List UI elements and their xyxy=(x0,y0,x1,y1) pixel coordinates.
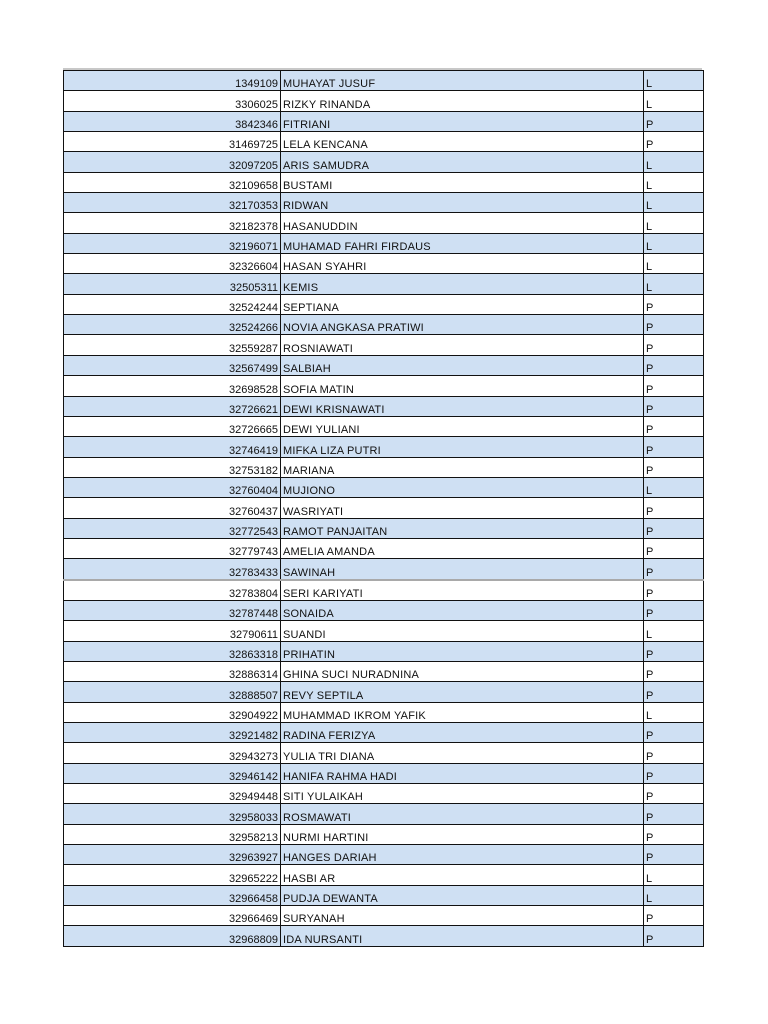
gender-cell: P xyxy=(644,559,704,580)
name-cell: LELA KENCANA xyxy=(281,132,644,152)
gender-cell: P xyxy=(644,641,704,661)
table-row xyxy=(64,335,704,355)
id-cell: 32904922 xyxy=(64,702,281,722)
gender-cell: P xyxy=(644,763,704,783)
name-cell: SONAIDA xyxy=(281,600,644,620)
gender-cell: P xyxy=(644,906,704,926)
gender-cell: P xyxy=(644,315,704,335)
table-row xyxy=(64,538,704,558)
name-cell: RAMOT PANJAITAN xyxy=(281,518,644,538)
id-cell: 32966458 xyxy=(64,885,281,905)
name-cell: SERI KARIYATI xyxy=(281,580,644,601)
id-cell: 32746419 xyxy=(64,437,281,457)
name-cell: WASRIYATI xyxy=(281,498,644,518)
table-row xyxy=(64,885,704,905)
gender-cell: L xyxy=(644,477,704,497)
name-cell: SALBIAH xyxy=(281,355,644,375)
table-row xyxy=(64,437,704,457)
table-row xyxy=(64,926,704,946)
name-cell: HANGES DARIAH xyxy=(281,845,644,865)
table-row xyxy=(64,111,704,131)
table-row xyxy=(64,71,704,91)
gender-cell: P xyxy=(644,376,704,396)
name-cell: MIFKA LIZA PUTRI xyxy=(281,437,644,457)
gender-cell: L xyxy=(644,172,704,192)
table-row xyxy=(64,416,704,436)
name-cell: RIDWAN xyxy=(281,193,644,213)
gender-cell: P xyxy=(644,294,704,314)
table-row xyxy=(64,91,704,111)
id-cell: 32946142 xyxy=(64,763,281,783)
table-row xyxy=(64,457,704,477)
id-cell: 32505311 xyxy=(64,274,281,294)
table-row xyxy=(64,294,704,314)
table-row xyxy=(64,233,704,253)
name-cell: PRIHATIN xyxy=(281,641,644,661)
name-cell: ROSNIAWATI xyxy=(281,335,644,355)
roster-table-body xyxy=(64,71,704,947)
table-row xyxy=(64,641,704,661)
name-cell: KEMIS xyxy=(281,274,644,294)
id-cell: 32921482 xyxy=(64,723,281,743)
table-row xyxy=(64,723,704,743)
id-cell: 1349109 xyxy=(64,71,281,91)
table-row xyxy=(64,621,704,641)
id-cell: 31469725 xyxy=(64,132,281,152)
name-cell: HASBI AR xyxy=(281,865,644,885)
gender-cell: P xyxy=(644,538,704,558)
id-cell: 3306025 xyxy=(64,91,281,111)
name-cell: NURMI HARTINI xyxy=(281,824,644,844)
name-cell: SITI YULAIKAH xyxy=(281,784,644,804)
table-row xyxy=(64,477,704,497)
id-cell: 32772543 xyxy=(64,518,281,538)
gender-cell: P xyxy=(644,498,704,518)
gender-cell: P xyxy=(644,457,704,477)
gender-cell: P xyxy=(644,661,704,681)
name-cell: RIZKY RINANDA xyxy=(281,91,644,111)
table-row xyxy=(64,784,704,804)
name-cell: SEPTIANA xyxy=(281,294,644,314)
gender-cell: P xyxy=(644,580,704,601)
id-cell: 32567499 xyxy=(64,355,281,375)
id-cell: 32779743 xyxy=(64,538,281,558)
gender-cell: L xyxy=(644,885,704,905)
id-cell: 32968809 xyxy=(64,926,281,946)
gender-cell: P xyxy=(644,416,704,436)
name-cell: RADINA FERIZYA xyxy=(281,723,644,743)
id-cell: 32109658 xyxy=(64,172,281,192)
gender-cell: P xyxy=(644,682,704,702)
name-cell: SUANDI xyxy=(281,621,644,641)
gender-cell: L xyxy=(644,621,704,641)
table-row xyxy=(64,824,704,844)
id-cell: 32170353 xyxy=(64,193,281,213)
id-cell: 32949448 xyxy=(64,784,281,804)
table-row xyxy=(64,213,704,233)
table-row xyxy=(64,559,704,580)
gender-cell: L xyxy=(644,254,704,274)
id-cell: 32943273 xyxy=(64,743,281,763)
name-cell: GHINA SUCI NURADNINA xyxy=(281,661,644,681)
id-cell: 32559287 xyxy=(64,335,281,355)
table-row xyxy=(64,763,704,783)
name-cell: ARIS SAMUDRA xyxy=(281,152,644,172)
gender-cell: P xyxy=(644,335,704,355)
gender-cell: L xyxy=(644,71,704,91)
gender-cell: P xyxy=(644,804,704,824)
table-row xyxy=(64,906,704,926)
id-cell: 32966469 xyxy=(64,906,281,926)
name-cell: REVY SEPTILA xyxy=(281,682,644,702)
table-row xyxy=(64,845,704,865)
gender-cell: P xyxy=(644,518,704,538)
gender-cell: P xyxy=(644,132,704,152)
id-cell: 32958213 xyxy=(64,824,281,844)
roster-table xyxy=(63,70,704,947)
id-cell: 32698528 xyxy=(64,376,281,396)
table-row xyxy=(64,580,704,601)
id-cell: 32886314 xyxy=(64,661,281,681)
gender-cell: P xyxy=(644,926,704,946)
table-row xyxy=(64,518,704,538)
gender-cell: L xyxy=(644,193,704,213)
name-cell: HANIFA RAHMA HADI xyxy=(281,763,644,783)
name-cell: IDA NURSANTI xyxy=(281,926,644,946)
gender-cell: P xyxy=(644,723,704,743)
name-cell: FITRIANI xyxy=(281,111,644,131)
name-cell: MARIANA xyxy=(281,457,644,477)
gender-cell: P xyxy=(644,600,704,620)
name-cell: NOVIA ANGKASA PRATIWI xyxy=(281,315,644,335)
gender-cell: P xyxy=(644,396,704,416)
id-cell: 32783804 xyxy=(64,580,281,601)
table-row xyxy=(64,274,704,294)
name-cell: MUHAYAT JUSUF xyxy=(281,71,644,91)
gender-cell: P xyxy=(644,845,704,865)
id-cell: 32326604 xyxy=(64,254,281,274)
id-cell: 32963927 xyxy=(64,845,281,865)
gender-cell: P xyxy=(644,111,704,131)
gender-cell: L xyxy=(644,702,704,722)
id-cell: 32524244 xyxy=(64,294,281,314)
name-cell: YULIA TRI DIANA xyxy=(281,743,644,763)
table-row xyxy=(64,702,704,722)
gender-cell: L xyxy=(644,152,704,172)
table-row xyxy=(64,661,704,681)
table-row xyxy=(64,376,704,396)
table-row xyxy=(64,315,704,335)
gender-cell: L xyxy=(644,91,704,111)
table-row xyxy=(64,396,704,416)
table-row xyxy=(64,355,704,375)
name-cell: PUDJA DEWANTA xyxy=(281,885,644,905)
id-cell: 32524266 xyxy=(64,315,281,335)
id-cell: 32760404 xyxy=(64,477,281,497)
name-cell: SURYANAH xyxy=(281,906,644,926)
gender-cell: P xyxy=(644,355,704,375)
name-cell: DEWI KRISNAWATI xyxy=(281,396,644,416)
name-cell: MUHAMAD FAHRI FIRDAUS xyxy=(281,233,644,253)
gender-cell: L xyxy=(644,233,704,253)
gender-cell: P xyxy=(644,743,704,763)
id-cell: 32790611 xyxy=(64,621,281,641)
id-cell: 32760437 xyxy=(64,498,281,518)
id-cell: 32888507 xyxy=(64,682,281,702)
table-row xyxy=(64,132,704,152)
id-cell: 32726621 xyxy=(64,396,281,416)
id-cell: 32196071 xyxy=(64,233,281,253)
name-cell: AMELIA AMANDA xyxy=(281,538,644,558)
id-cell: 32965222 xyxy=(64,865,281,885)
id-cell: 32097205 xyxy=(64,152,281,172)
table-row xyxy=(64,804,704,824)
id-cell: 32783433 xyxy=(64,559,281,580)
name-cell: HASAN SYAHRI xyxy=(281,254,644,274)
table-row xyxy=(64,498,704,518)
gender-cell: L xyxy=(644,274,704,294)
name-cell: MUJIONO xyxy=(281,477,644,497)
table-row xyxy=(64,152,704,172)
name-cell: MUHAMMAD IKROM YAFIK xyxy=(281,702,644,722)
table-row xyxy=(64,600,704,620)
gender-cell: P xyxy=(644,437,704,457)
table-row xyxy=(64,193,704,213)
name-cell: BUSTAMI xyxy=(281,172,644,192)
roster-sheet xyxy=(63,68,702,947)
table-row xyxy=(64,865,704,885)
table-row xyxy=(64,743,704,763)
name-cell: DEWI YULIANI xyxy=(281,416,644,436)
id-cell: 3842346 xyxy=(64,111,281,131)
gender-cell: P xyxy=(644,784,704,804)
name-cell: SAWINAH xyxy=(281,559,644,580)
name-cell: SOFIA MATIN xyxy=(281,376,644,396)
gender-cell: P xyxy=(644,824,704,844)
name-cell: HASANUDDIN xyxy=(281,213,644,233)
id-cell: 32958033 xyxy=(64,804,281,824)
id-cell: 32753182 xyxy=(64,457,281,477)
id-cell: 32787448 xyxy=(64,600,281,620)
id-cell: 32863318 xyxy=(64,641,281,661)
gender-cell: L xyxy=(644,865,704,885)
table-row xyxy=(64,172,704,192)
name-cell: ROSMAWATI xyxy=(281,804,644,824)
table-row xyxy=(64,254,704,274)
gender-cell: L xyxy=(644,213,704,233)
id-cell: 32726665 xyxy=(64,416,281,436)
table-row xyxy=(64,682,704,702)
id-cell: 32182378 xyxy=(64,213,281,233)
